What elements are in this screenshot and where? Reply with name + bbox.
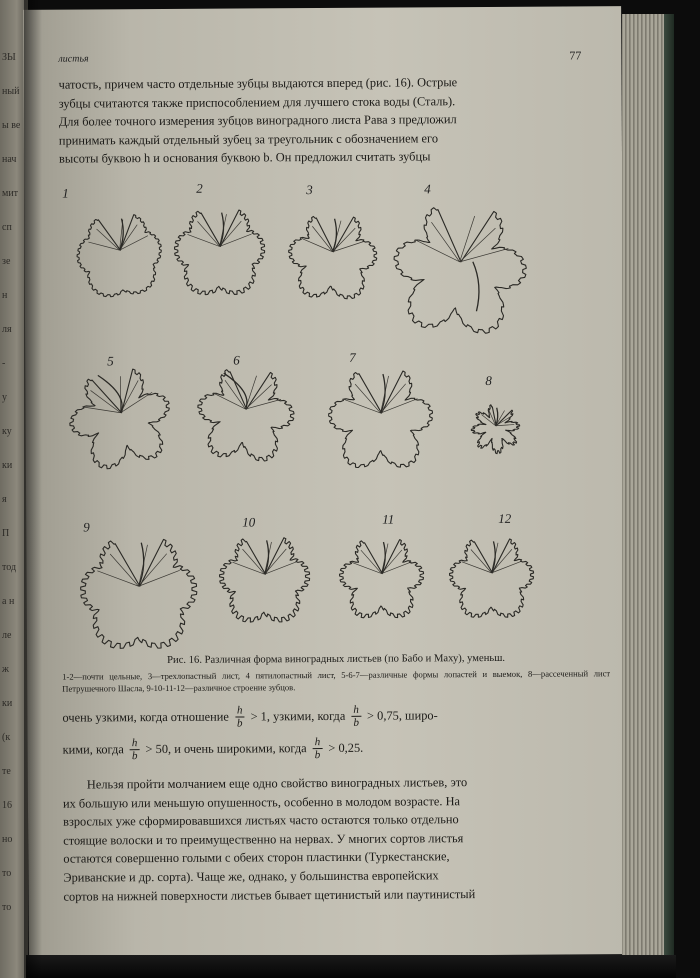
caption-legend: 1-2—почти цельные, 3—трехлопастный лист, 4 пятилопастный лист, 5-6-7—различные формы лопастей и выемок, 8—рассеченный лист Петрушечного Шасла, 9-10-11-12—различное строение зубцов. bbox=[62, 668, 611, 694]
fraction-denominator: b bbox=[236, 717, 243, 730]
left-page-text-fragment: нач bbox=[2, 154, 17, 165]
grape-leaf-7 bbox=[328, 371, 432, 468]
leaf-vein bbox=[83, 407, 121, 413]
leaf-number-label: 12 bbox=[498, 510, 512, 526]
leaf-vein bbox=[491, 561, 521, 573]
leaf-vein bbox=[381, 562, 411, 574]
grape-leaf-10 bbox=[219, 538, 310, 623]
formula-text: очень узкими, когда отношение bbox=[62, 709, 229, 725]
fraction-h-over-b bbox=[351, 704, 361, 729]
left-page-text-fragment: то bbox=[2, 868, 12, 879]
fraction-denominator: b bbox=[131, 750, 138, 763]
leaf-number-label: 2 bbox=[196, 180, 203, 196]
formula-text: > 0,75, широ- bbox=[366, 708, 438, 723]
leaf-number-label: 1 bbox=[62, 185, 69, 201]
text-line: чатость, причем часто отдельные зубцы выдаются вперед (рис. 16). Острые bbox=[58, 75, 458, 92]
leaf-drawings-svg bbox=[44, 174, 607, 652]
leaf-number-label: 6 bbox=[233, 352, 240, 368]
leaf-outline bbox=[219, 538, 310, 623]
leaf-outline bbox=[77, 214, 162, 296]
leaf-outline bbox=[198, 369, 295, 461]
grape-leaf-4 bbox=[394, 207, 527, 334]
page-edges bbox=[622, 14, 674, 959]
bottom-paragraph bbox=[63, 772, 609, 905]
text-line: сортов на нижней поверхности листьев бывает щетинистый или паутинистый bbox=[63, 886, 476, 904]
left-page-text-fragment: то bbox=[2, 902, 12, 913]
left-page-text-fragment: те bbox=[2, 766, 11, 777]
grape-leaf-11 bbox=[339, 540, 423, 618]
grape-leaf-9 bbox=[80, 539, 197, 648]
fraction-h-over-b bbox=[235, 704, 245, 729]
left-page-text-fragment: ЗЫ bbox=[2, 52, 16, 63]
formula-text: > 0,25. bbox=[328, 740, 364, 755]
left-page-text-fragment: у bbox=[2, 392, 7, 403]
running-head-title: листья bbox=[58, 53, 89, 65]
leaf-outline bbox=[449, 539, 533, 618]
leaf-outline bbox=[471, 405, 520, 454]
left-page-text-fragment: тод bbox=[2, 562, 17, 573]
text-line: их большую или меньшую опушенность, особенно в молодом возрасте. На bbox=[62, 793, 461, 811]
leaf-number-label: 7 bbox=[349, 349, 356, 365]
left-page-text-fragment: ки bbox=[2, 460, 13, 471]
left-page-text-fragment: я bbox=[2, 494, 7, 505]
text-line: Нельзя пройти молчанием еще одно свойство виноградных листьев, это bbox=[86, 775, 468, 792]
left-page-text-fragment: - bbox=[2, 358, 6, 369]
leaf-number-label: 10 bbox=[242, 514, 256, 530]
text-line: остаются совершенно голыми с обеих сторон пластинки (Туркестанские, bbox=[63, 849, 450, 866]
left-page-text-fragment: ле bbox=[2, 630, 12, 641]
figure-caption bbox=[62, 652, 610, 694]
fraction-denominator: b bbox=[353, 716, 360, 729]
leaf-outline bbox=[70, 369, 170, 469]
leaf-number-label: 11 bbox=[382, 511, 395, 527]
left-page-text-fragment: мит bbox=[2, 188, 19, 199]
left-page-text-fragment: П bbox=[2, 528, 10, 539]
text-line: стоящие волоски и то преимущественно на нервах. У многих сортов листья bbox=[63, 830, 464, 848]
formula-text: > 50, и очень широкими, когда bbox=[145, 741, 307, 757]
leaf-vein bbox=[91, 390, 121, 413]
left-page-text-fragment: ы ве bbox=[2, 120, 21, 131]
spine-shadow bbox=[24, 0, 42, 978]
leaf-number-label: 5 bbox=[107, 353, 114, 369]
left-page-text-fragment: ку bbox=[2, 426, 12, 437]
leaf-vein bbox=[264, 562, 296, 574]
left-page-text-fragment: ж bbox=[2, 664, 9, 675]
leaf-petiole bbox=[98, 375, 122, 413]
running-head bbox=[58, 50, 581, 69]
book-page bbox=[23, 6, 627, 958]
leaf-outline bbox=[328, 371, 432, 468]
leaf-number-label: 3 bbox=[306, 182, 313, 198]
left-page-text-fragment: 16 bbox=[2, 800, 12, 811]
leaf-vein bbox=[120, 392, 152, 412]
fraction-denominator: b bbox=[314, 749, 321, 762]
leaf-outline bbox=[288, 216, 377, 299]
fraction-numerator: h bbox=[130, 737, 140, 750]
fraction-numerator: h bbox=[313, 736, 323, 749]
formula-line-2 bbox=[63, 734, 608, 777]
text-line: высоты буквою h и основания буквою b. Он предложил считать зубцы bbox=[58, 149, 431, 166]
leaf-number-label: 9 bbox=[83, 519, 90, 535]
leaf-outline bbox=[80, 539, 197, 648]
leaf-vein bbox=[380, 399, 417, 413]
leaf-vein bbox=[139, 570, 180, 586]
page-number: 77 bbox=[569, 48, 582, 63]
leaf-number-label: 8 bbox=[485, 372, 492, 389]
left-page-text-fragment: а н bbox=[2, 596, 15, 607]
leaf-vein bbox=[120, 380, 138, 412]
text-line: взрослых уже сформировавшихся листьях часто остаются только отдельно bbox=[63, 812, 459, 829]
grape-leaf-6 bbox=[198, 369, 295, 461]
leaf-number-label: 4 bbox=[424, 181, 431, 197]
grape-leaf-3 bbox=[288, 216, 377, 299]
grape-leaf-8 bbox=[471, 405, 520, 454]
text-line: Эриванские и др. сорта). Чаще же, однако, у большинства европейских bbox=[63, 868, 439, 885]
caption-title: Рис. 16. Различная форма виноградных листьев (по Бабо и Маху), уменьш. bbox=[167, 652, 506, 666]
left-page-text-fragment: ля bbox=[2, 324, 12, 335]
grape-leaves-figure bbox=[44, 174, 607, 652]
fraction-h-over-b bbox=[313, 736, 323, 761]
leaf-outline bbox=[174, 210, 265, 295]
left-page-text-fragment: ный bbox=[2, 86, 20, 97]
grape-leaf-1 bbox=[77, 214, 162, 296]
leaf-outline bbox=[394, 207, 527, 334]
grape-leaf-5 bbox=[70, 369, 170, 469]
left-page-text-fragment: но bbox=[2, 834, 13, 845]
leaf-outline bbox=[339, 540, 423, 618]
grape-leaf-12 bbox=[449, 539, 533, 618]
fraction-numerator: h bbox=[235, 704, 245, 717]
formula-text: > 1, узкими, когда bbox=[250, 708, 346, 724]
left-page-text-fragment: сп bbox=[2, 222, 12, 233]
formula-text: кими, когда bbox=[62, 742, 124, 757]
text-line: Для более точного измерения зубцов виноградного листа Рава з предложил bbox=[58, 112, 457, 129]
left-page-text-fragment: (к bbox=[2, 732, 11, 743]
fraction-numerator: h bbox=[351, 704, 361, 717]
top-paragraph bbox=[59, 72, 605, 168]
leaf-vein bbox=[119, 236, 147, 250]
left-page-text-fragment: зе bbox=[2, 256, 11, 267]
fraction-h-over-b bbox=[130, 737, 140, 762]
text-line: принимать каждый отдельный зубец за треугольник с обозначением его bbox=[58, 131, 439, 148]
leaf-vein bbox=[219, 234, 251, 246]
book-cover-edge bbox=[26, 955, 676, 978]
leaf-petiole bbox=[473, 262, 479, 312]
text-line: зубцы считаются также приспособлением для лучшего стока воды (Сталь). bbox=[58, 93, 456, 111]
grape-leaf-2 bbox=[174, 210, 265, 295]
left-page-text-fragment: н bbox=[2, 290, 8, 301]
left-page-text-fragment: ки bbox=[2, 698, 13, 709]
leaf-vein bbox=[496, 425, 515, 426]
